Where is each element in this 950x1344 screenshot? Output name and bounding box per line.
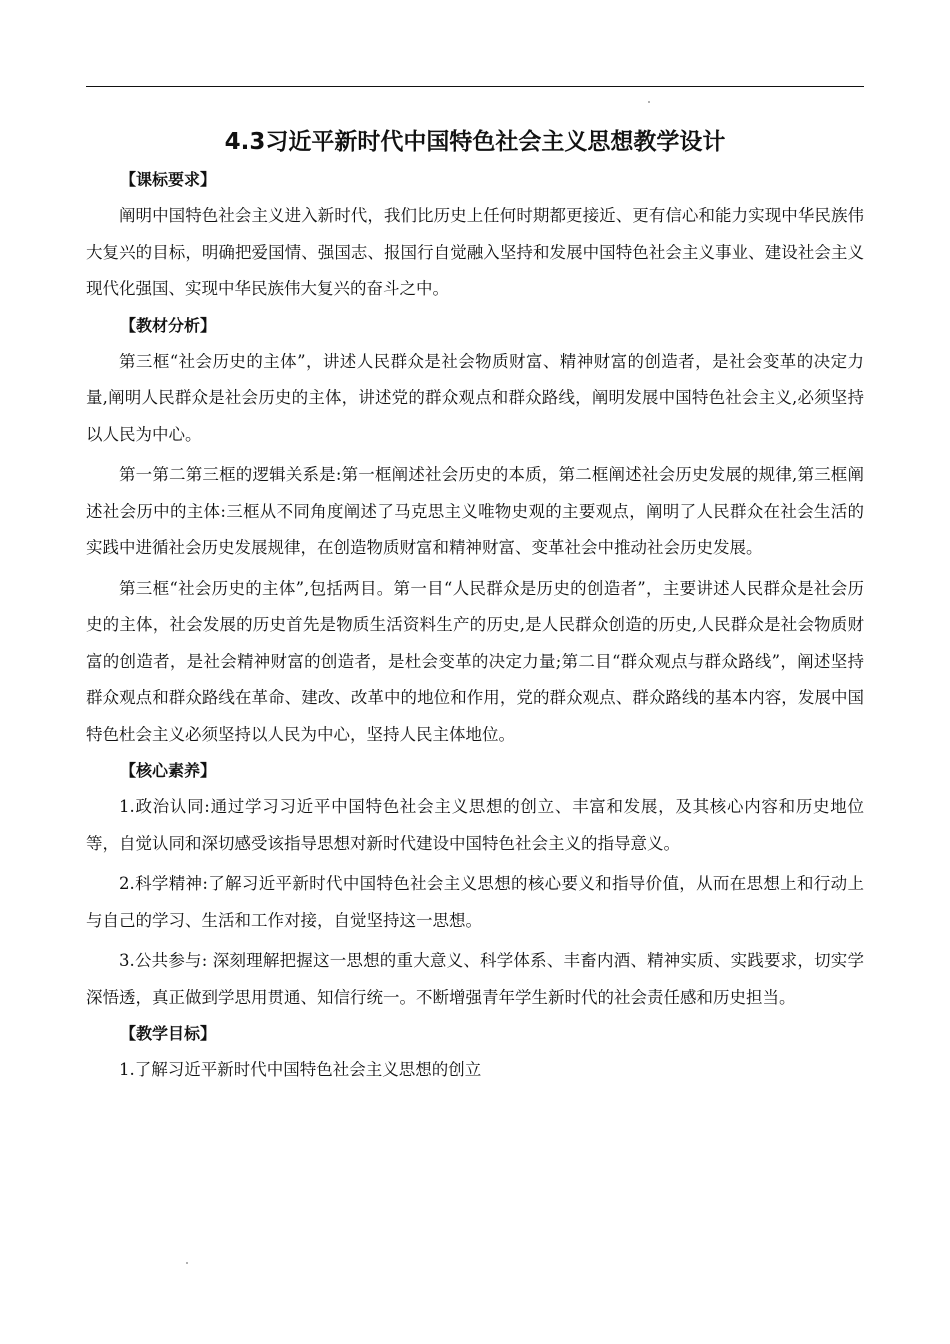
paragraph: 第三框“社会历史的主体”，讲述人民群众是社会物质财富、精神财富的创造者，是社会变革的决定力量,阐明人民群众是社会历史的主体，讲述党的群众观点和群众路线，阐明发展中国特色社会主义,必须坚持以人民为中心。: [86, 351, 864, 444]
paragraph: 1.了解习近平新时代中国特色社会主义思想的创立: [119, 1060, 482, 1079]
scan-speck: [186, 1262, 188, 1264]
section-curriculum-requirements: [86, 166, 864, 308]
document-body: [86, 118, 864, 1089]
paragraph: 3.公共参与: 深刻理解把握这一思想的重大意义、科学体系、丰畜内酒、精神实质、实践要求，切实学深悟透，真正做到学思用贯通、知信行统一。不断增强青年学生新时代的社会责任感和历史担当。: [86, 951, 864, 1007]
scan-speck: [648, 101, 650, 103]
paragraph: 阐明中国特色社会主义进入新时代，我们比历史上任何时期都更接近、更有信心和能力实现中华民族伟大复兴的目标，明确把爱国情、强国志、报国行自觉融入坚持和发展中国特色社会主义事业、建设社会主义现代化强国、实现中华民族伟大复兴的奋斗之中。: [86, 206, 864, 298]
section-textbook-analysis: [86, 312, 864, 754]
section-heading: 【教学目标】: [120, 1024, 217, 1043]
document-title: 4.3习近平新时代中国特色社会主义思想教学设计: [224, 129, 726, 155]
paragraph: 第一第二第三框的逻辑关系是:第一框阐述社会历史的本质，第二框阐述社会历史发展的规律,第三框阐述社会历中的主体:三框从不同角度阐述了马克思主义唯物史观的主要观点，阐明了人民群众在社会生活的实践中进循社会历史发展规律，在创造物质财富和精神财富、变革社会中推动社会历史发展。: [86, 465, 864, 557]
paragraph: 第三框“社会历史的主体”,包括两目。第一目“人民群众是历史的创造者”，主要讲述人民群众是社会历史的主体，社会发展的历史首先是物质生活资料生产的历史,是人民群众创造的历史,人民群众是社会物质财富的创造者，是社会精神财富的创造者，是杜会变革的决定力量;第二目“群众观点与群众路线”，阐述坚持群众观点和群众路线在革命、建改、改革中的地位和作用，党的群众观点、群众路线的基本内容，发展中国特色杜会主义必须坚持以人民为中心，坚持人民主体地位。: [86, 578, 864, 744]
section-core-literacy: [86, 757, 864, 1016]
section-heading: 【课标要求】: [120, 170, 217, 189]
section-heading: 【教材分析】: [120, 315, 217, 335]
section-teaching-goals: [86, 1020, 864, 1089]
paragraph: 1.政治认同:通过学习习近平中国特色社会主义思想的创立、丰富和发展，及其核心内容和历史地位等，自觉认同和深切感受该指导思想对新时代建设中国特色社会主义的指导意义。: [86, 797, 864, 853]
header-rule: [86, 86, 864, 87]
section-heading: 【核心素养】: [120, 761, 217, 780]
paragraph: 2.科学精神:了解习近平新时代中国特色社会主义思想的核心要义和指导价值，从而在思想上和行动上与自己的学习、生活和工作对接，自觉坚持这一思想。: [86, 874, 864, 930]
